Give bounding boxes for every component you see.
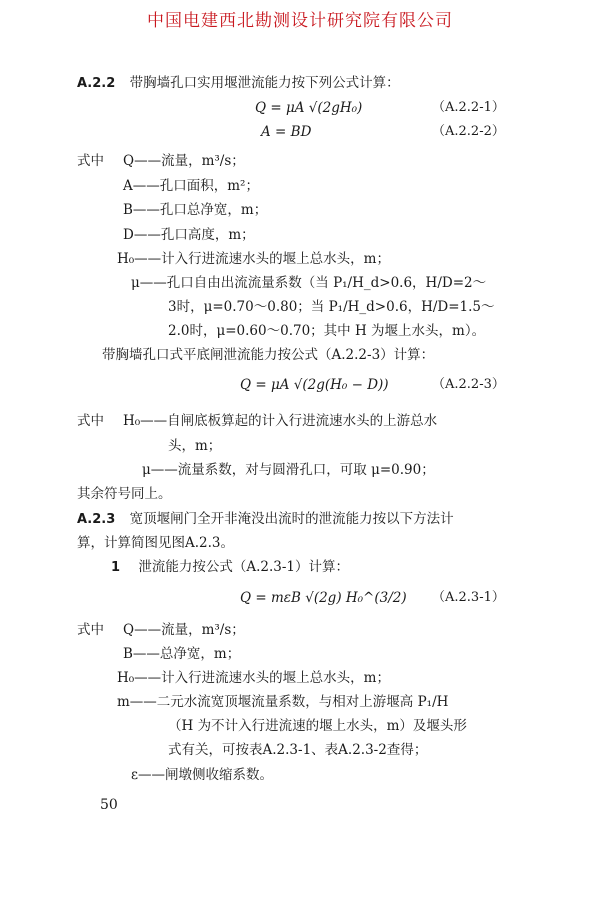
def-m-line3: 式有关，可按表A.2.3-1、表A.2.3-2查得； [168, 742, 428, 758]
equation-number: （A.2.3-1） [432, 590, 505, 605]
item-1 [111, 558, 349, 577]
equation-a221: Q = μA √(2gH₀) [255, 100, 363, 116]
equation-a223: Q = μA √(2g(H₀ − D)) [240, 377, 389, 393]
page-number: 50 [100, 797, 118, 813]
def-d: D——孔口高度，m； [123, 227, 255, 243]
def-q: Q——流量，m³/s； [123, 153, 245, 169]
section-a223-heading [77, 510, 454, 529]
def-h0-line2: 头，m； [168, 438, 222, 454]
document-header: 中国电建西北勘测设计研究院有限公司 [147, 11, 453, 31]
equation-number: （A.2.2-2） [432, 124, 505, 139]
def-epsilon: ε——闸墩侧收缩系数。 [131, 767, 273, 783]
equation-number: （A.2.2-1） [432, 100, 505, 115]
def-mu: μ——流量系数，对与圆滑孔口，可取 μ=0.90； [142, 462, 435, 478]
item-text: 泄流能力按公式（A.2.3-1）计算： [138, 559, 350, 575]
section-a222-heading [77, 74, 400, 93]
section-text: 带胸墙孔口实用堰泄流能力按下列公式计算： [129, 75, 400, 91]
other-symbols-note: 其余符号同上。 [77, 486, 172, 502]
where-label: 式中 [77, 622, 104, 638]
def-a: A——孔口面积，m²； [123, 178, 259, 194]
where-label: 式中 [77, 153, 104, 169]
section-a223-text-line2: 算，计算简图见图A.2.3。 [77, 535, 235, 551]
def-h0-line1: H₀——自闸底板算起的计入行进流速水头的上游总水 [123, 413, 438, 429]
def-mu-line1: μ——孔口自由出流流量系数（当 P₁/H_d>0.6，H/D=2～ [131, 275, 487, 291]
section-number: A.2.3 [77, 512, 116, 527]
def-mu-line2: 3时，μ=0.70～0.80；当 P₁/H_d>0.6，H/D=1.5～ [168, 299, 495, 315]
item-number: 1 [111, 560, 121, 575]
def-h0: H₀——计入行进流速水头的堰上总水头，m； [117, 251, 390, 267]
def-q: Q——流量，m³/s； [123, 622, 245, 638]
def-b: B——总净宽，m； [123, 646, 241, 662]
equation-a231: Q = mεB √(2g) H₀^(3/2) [240, 590, 407, 606]
paragraph-flat-gate: 带胸墙孔口式平底闸泄流能力按公式（A.2.2-3）计算： [102, 347, 435, 363]
where-label: 式中 [77, 413, 104, 429]
def-m-line2: （H 为不计入行进流速的堰上水头，m）及堰头形 [168, 718, 467, 734]
def-mu-line3: 2.0时，μ=0.60～0.70；其中 H 为堰上水头，m）。 [168, 323, 486, 339]
def-m-line1: m——二元水流宽顶堰流量系数，与相对上游堰高 P₁/H [117, 694, 449, 710]
equation-a222: A = BD [261, 124, 312, 140]
equation-number: （A.2.2-3） [432, 377, 505, 392]
section-number: A.2.2 [77, 76, 116, 91]
def-b: B——孔口总净宽，m； [123, 202, 268, 218]
section-text: 宽顶堰闸门全开非淹没出流时的泄流能力按以下方法计 [129, 511, 454, 527]
def-h0: H₀——计入行进流速水头的堰上总水头，m； [117, 670, 390, 686]
